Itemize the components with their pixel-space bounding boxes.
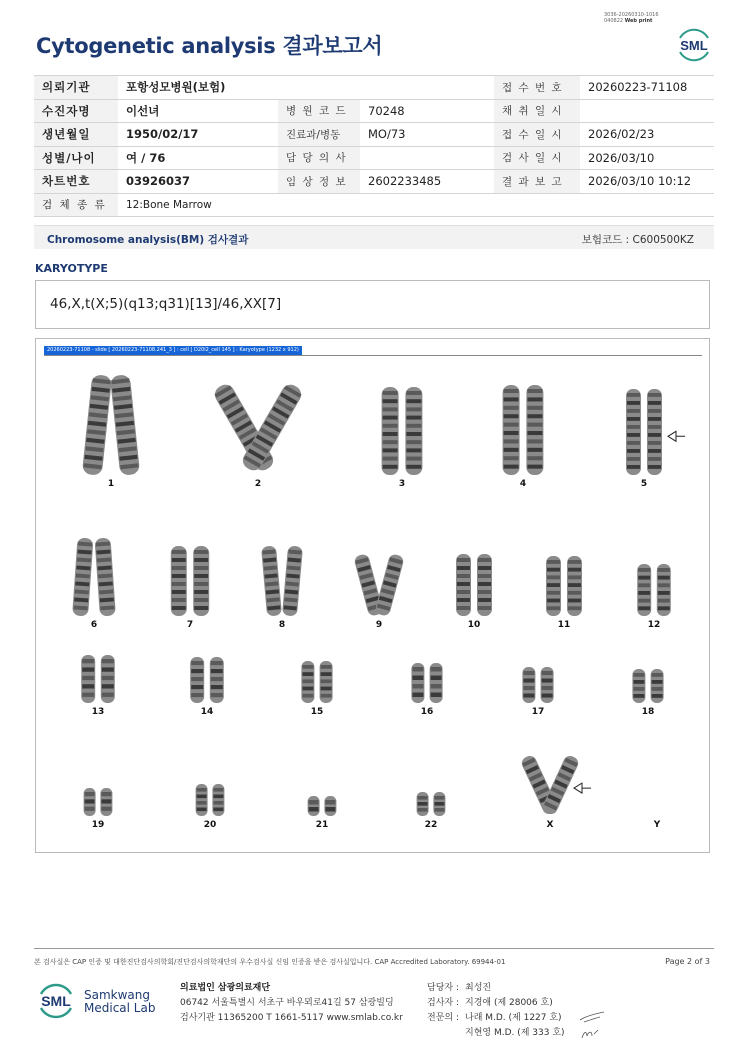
hosp-code-label: 병 원 코 드 (278, 99, 360, 123)
dept-value: MO/73 (360, 123, 494, 147)
chromosome-label: 13 (91, 707, 105, 717)
section-title: Chromosome analysis(BM) 검사결과 (47, 234, 249, 246)
chromosome-label: 1 (107, 479, 115, 489)
hosp-code-value: 70248 (360, 99, 494, 123)
chromosome-label: 4 (519, 479, 527, 489)
chromosome-label: 10 (467, 620, 481, 630)
karyotype-result: 46,X,t(X;5)(q13;q31)[13]/46,XX[7] (35, 280, 710, 329)
lab-name: Samkwang Medical Lab (84, 988, 156, 1015)
staff-list (427, 981, 565, 1041)
chromosome-label: 20 (203, 820, 217, 830)
sml-logo-icon (674, 24, 714, 64)
page-number: Page 2 of 3 (665, 957, 710, 966)
signature-icon (578, 1008, 608, 1042)
chromosome-label: 18 (641, 707, 655, 717)
patient-value: 이선녀 (118, 99, 278, 123)
chromosome-label: 6 (90, 620, 98, 630)
chromosome-pair (212, 381, 305, 473)
chart-value: 03926037 (118, 170, 278, 194)
chromosome-pair (411, 663, 442, 703)
sml-logo-icon (36, 980, 76, 1020)
staff-row: 전문의 : 나래 M.D. (제 1227 호) (427, 1013, 562, 1023)
chromosome-pair (196, 784, 225, 816)
section-bar (34, 225, 714, 249)
svg-text:SML: SML (680, 38, 708, 53)
patient-label: 수진자명 (34, 99, 118, 123)
chromosome-label: 15 (310, 707, 324, 717)
chromosome-pair (353, 553, 405, 617)
staff-row: 지현영 M.D. (제 333 호) (465, 1028, 565, 1038)
chromosome-pair (503, 385, 544, 475)
karyogram-caption: 20260223-71108 - slide [ 20260223-71108.241_3 ] : cell [ D20l2_cell 145 ] : Karyotype (1232 x 912) (44, 346, 302, 355)
chromosome-label: 19 (91, 820, 105, 830)
chromosome-pair (308, 796, 337, 816)
chromosome-label: 22 (424, 820, 438, 830)
chromosome-label: 16 (420, 707, 434, 717)
chromosome-pair (261, 545, 303, 616)
test-date-value: 2026/03/10 (580, 146, 714, 170)
chromosome-label: 21 (315, 820, 329, 830)
clinical-label: 임 상 정 보 (278, 170, 360, 194)
page-title: Cytogenetic analysis 결과보고서 (36, 34, 383, 58)
test-date-label: 검 사 일 시 (494, 146, 580, 170)
specimen-label: 검 체 종 류 (34, 193, 118, 217)
staff-row: 담당자 : 최성진 (427, 983, 492, 993)
chromosome-pair (190, 657, 224, 703)
sex-age-label: 성별/나이 (34, 146, 118, 170)
footer-address: 의료법인 삼광의료재단 06742 서울특별시 서초구 바우뫼로41길 57 삼광빌딩 검사기관 11365200 T 1661-5117 www.smlab.co.kr (180, 983, 403, 1023)
chromosome-pair (637, 564, 671, 616)
chromosome-pair (632, 669, 663, 703)
clinical-value: 2602233485 (360, 170, 494, 194)
chromosome-label: 11 (557, 620, 571, 630)
karyogram-image (35, 338, 710, 853)
chromosome-pair (456, 554, 492, 616)
staff-row: 검사자 : 지경애 (제 28006 호) (427, 998, 553, 1008)
insurance-code: 보험코드 : C600500KZ (581, 234, 694, 246)
dob-value: 1950/02/17 (118, 123, 278, 147)
arrow-icon (668, 431, 685, 441)
chromosome-label: 5 (640, 479, 648, 489)
hospital-value: 포항성모병원(보험) (118, 76, 494, 100)
sex-age-value: 여 / 76 (118, 146, 278, 170)
chromosome-label: 2 (254, 479, 262, 489)
chromosome-pair (301, 661, 332, 703)
arrow-icon (574, 783, 591, 793)
chromosome-label: 17 (531, 707, 545, 717)
doctor-label: 담 당 의 사 (278, 146, 360, 170)
reception-no-value: 20260223-71108 (580, 76, 714, 100)
chromosome-pair (81, 655, 115, 703)
chromosome-label: 14 (200, 707, 214, 717)
chromosome-label: Y (653, 820, 661, 830)
print-code: 3036-20260310-1016 040822 Web print (604, 12, 659, 24)
chromosome-label: 7 (186, 620, 194, 630)
collect-date-label: 채 취 일 시 (494, 99, 580, 123)
chromosome-pair (626, 389, 662, 475)
chromosome-pair (546, 556, 582, 616)
hospital-label: 의뢰기관 (34, 76, 118, 100)
chromosome-label: X (546, 820, 554, 830)
collect-date-value (580, 99, 714, 123)
chromosome-pair (72, 538, 116, 617)
specimen-value: 12:Bone Marrow (118, 193, 714, 217)
footer-note: 본 검사실은 CAP 인증 및 대한진단검사의학회/진단검사의학재단의 우수검사실 신임 인증을 받은 검사실입니다. CAP Accredited Laboratory. 69944-01 (34, 958, 506, 966)
reception-no-label: 접 수 번 호 (494, 76, 580, 100)
chromosome-pair (522, 667, 553, 703)
reception-date-value: 2026/02/23 (580, 123, 714, 147)
chart-label: 차트번호 (34, 170, 118, 194)
reception-date-label: 접 수 일 시 (494, 123, 580, 147)
chromosome-label: 3 (398, 479, 406, 489)
chromosome-label: 9 (375, 620, 383, 630)
report-value: 2026/03/10 10:12 (580, 170, 714, 194)
chromosome-pair (171, 546, 209, 616)
chromosome-pair (520, 754, 581, 817)
svg-text:SML: SML (41, 993, 71, 1009)
karyotype-heading: KARYOTYPE (35, 262, 108, 275)
chromosome-drawing (36, 339, 709, 852)
chromosome-pair (84, 788, 113, 816)
report-label: 결 과 보 고 (494, 170, 580, 194)
doctor-value (360, 146, 494, 170)
chromosome-pair (382, 387, 423, 475)
dob-label: 생년월일 (34, 123, 118, 147)
patient-info-table (34, 75, 714, 217)
chromosome-pair (417, 792, 446, 816)
chromosome-pair (82, 374, 140, 476)
chromosome-label: 12 (647, 620, 661, 630)
divider (34, 948, 714, 949)
dept-label: 진료과/병동 (278, 123, 360, 147)
chromosome-label: 8 (278, 620, 286, 630)
